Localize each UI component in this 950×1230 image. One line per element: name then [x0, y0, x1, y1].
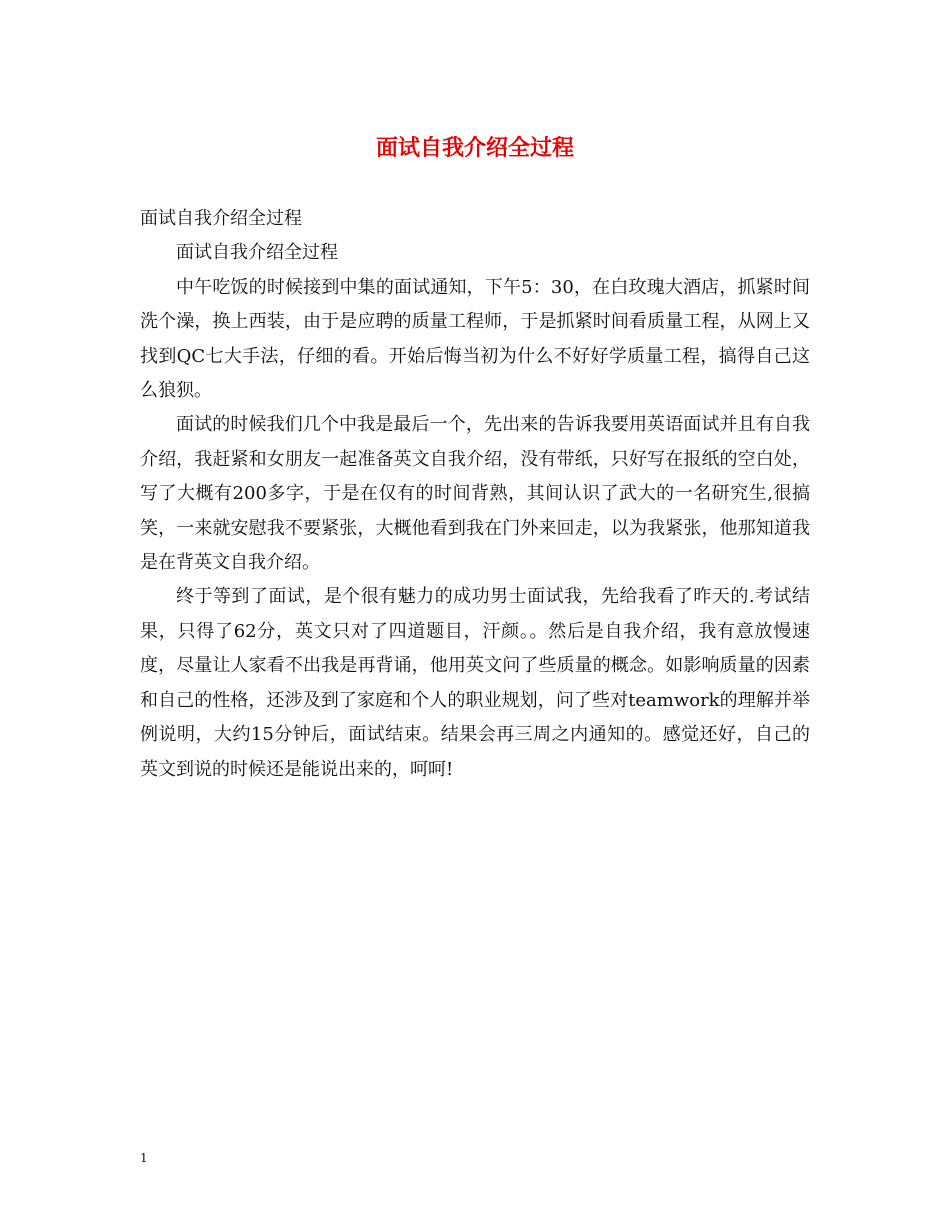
paragraph: 中午吃饭的时候接到中集的面试通知，下午5：30，在白玫瑰大酒店，抓紧时间洗个澡，换上西装，由于是应聘的质量工程师，于是抓紧时间看质量工程，从网上又找到QC七大手法，仔细的看。开始后悔当初为什么不好好学质量工程，搞得自己这么狼狈。 — [140, 276, 810, 402]
document-title: 面试自我介绍全过程 — [375, 135, 574, 161]
paragraph: 面试的时候我们几个中我是最后一个，先出来的告诉我要用英语面试并且有自我介绍，我赶紧和女朋友一起准备英文自我介绍，没有带纸，只好写在报纸的空白处，写了大概有200多字，于是在仅有的时间背熟，其间认识了武大的一名研究生,很搞笑，一来就安慰我不要紧张，大概他看到我在门外来回走，以为我紧张，他那知道我是在背英文自我介绍。 — [140, 414, 810, 574]
body-subheading: 面试自我介绍全过程 — [176, 242, 338, 264]
document-body — [140, 202, 810, 787]
body-heading: 面试自我介绍全过程 — [140, 208, 302, 229]
page-number: 1 — [140, 1151, 148, 1165]
paragraph: 终于等到了面试，是个很有魅力的成功男士面试我，先给我看了昨天的.考试结果，只得了62分，英文只对了四道题目，汗颜。。然后是自我介绍，我有意放慢速度，尽量让人家看不出我是再背诵，他用英文问了些质量的概念。如影响质量的因素和自己的性格，还涉及到了家庭和个人的职业规划，问了些对teamwork的理解并举例说明，大约15分钟后，面试结束。结果会再三周之内通知的。感觉还好，自己的英文到说的时候还是能说出来的，呵呵! — [140, 586, 810, 780]
